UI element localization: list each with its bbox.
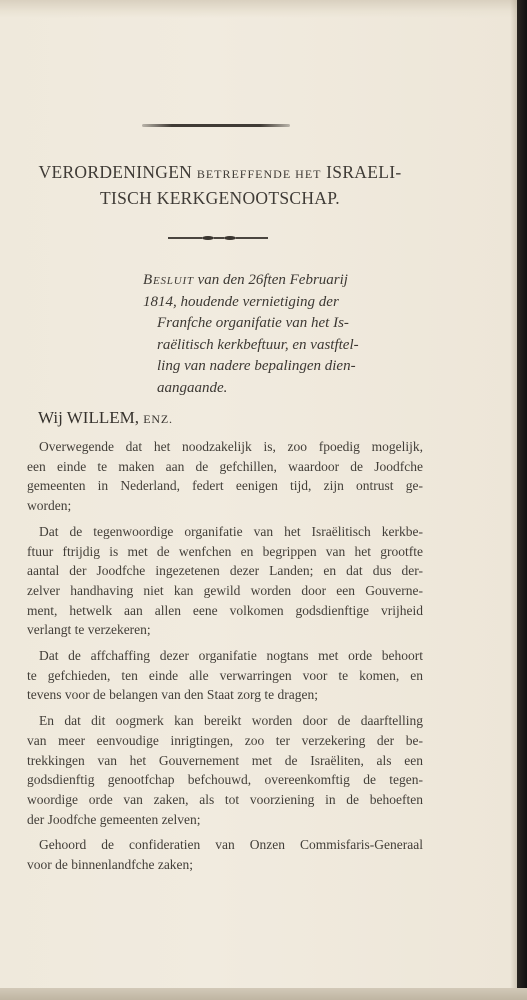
text-line: Dat de tegenwoordige organifatie van het Israëlitisch kerkbe- <box>39 523 423 539</box>
text-line: trekkingen van het Gouvernement met de Israëliten, als een <box>27 752 423 768</box>
text-line: worden; <box>27 498 72 514</box>
title-word-israeli: ISRAELI- <box>326 162 402 182</box>
text-line: van meer eenvoudige inrigtingen, zoo ter verzekering der be- <box>27 732 423 748</box>
decree-lead-word: Besluit <box>143 272 194 288</box>
title-line-2: TISCH KERKGENOOTSCHAP. <box>100 188 340 208</box>
salutation-main: Wij WILLEM, <box>38 408 139 427</box>
body-text <box>27 437 423 881</box>
title-small-caps: BETREFFENDE HET <box>196 167 322 181</box>
paragraph-2 <box>27 522 423 640</box>
salutation-enz: ENZ. <box>143 412 173 426</box>
text-line: ment, hetwelk aan allen eene volkomen godsdienftige vrijheid <box>27 602 423 618</box>
top-ornamental-rule <box>142 124 290 127</box>
text-line: Overwegende dat het noodzakelijk is, zoo fpoedig mogelijk, <box>39 439 423 454</box>
page-top-edge <box>0 0 520 18</box>
text-line: tevens voor de belangen van den Staat zorg te dragen; <box>27 687 319 703</box>
text-line: een einde te maken aan de gefchillen, waardoor de Joodfche <box>27 458 423 474</box>
text-line: ftuur ftrijdig is met de wenfchen en begrippen van het grootfte <box>27 543 423 559</box>
paragraph-3 <box>27 646 423 705</box>
text-line: voor de binnenlandfche zaken; <box>27 857 194 873</box>
decree-line-3: Franfche organifatie van het Is- <box>157 315 349 331</box>
text-line: En dat dit oogmerk kan bereikt worden door de daarftelling <box>39 713 423 729</box>
text-line: te gefchieden, ten einde alle verwarringen voor te komen, en <box>27 667 423 683</box>
title-word-verordeningen: VERORDENINGEN <box>38 162 193 182</box>
section-title <box>30 160 410 210</box>
text-line: zelver handhaving niet kan gewild worden door een Gouverne- <box>27 582 423 598</box>
paragraph-5 <box>27 835 423 874</box>
text-line: verlangt te verzekeren; <box>27 622 151 638</box>
text-line: Gehoord de confideratien van Onzen Commisfaris-Generaal <box>39 837 423 853</box>
salutation <box>38 407 173 430</box>
text-line: Dat de affchaffing dezer organifatie nogtans met orde behoort <box>39 648 423 664</box>
text-line: aantal der Joodfche ingezetenen dezer Landen; en dat dus der- <box>27 563 423 579</box>
decree-line-2: 1814, houdende vernietiging der <box>143 293 339 310</box>
text-line: der Joodfche gemeenten zelven; <box>27 811 201 827</box>
decree-line-4: raëlitisch kerkbeftuur, en vastftel- <box>157 336 359 353</box>
paragraph-4 <box>27 711 423 829</box>
text-line: godsdienftig genootfchap befchouwd, overeenkomftig de tegen- <box>27 772 423 788</box>
adjacent-page-edge <box>517 0 527 1000</box>
middle-ornamental-rule <box>168 237 268 240</box>
decree-line-5: ling van nadere bepalingen dien- <box>157 358 356 374</box>
decree-heading <box>143 270 405 399</box>
decree-line-1: Besluit van den 26ften Februarij <box>143 272 348 288</box>
text-line: woordige orde van zaken, als tot voorziening in de behoeften <box>27 791 423 807</box>
text-line: gemeenten in Nederland, federt eenigen tijd, zijn ontrust ge- <box>27 478 423 494</box>
page-bottom-edge <box>0 988 527 1000</box>
decree-line-6: aangaande. <box>157 379 228 396</box>
paragraph-1 <box>27 437 423 516</box>
